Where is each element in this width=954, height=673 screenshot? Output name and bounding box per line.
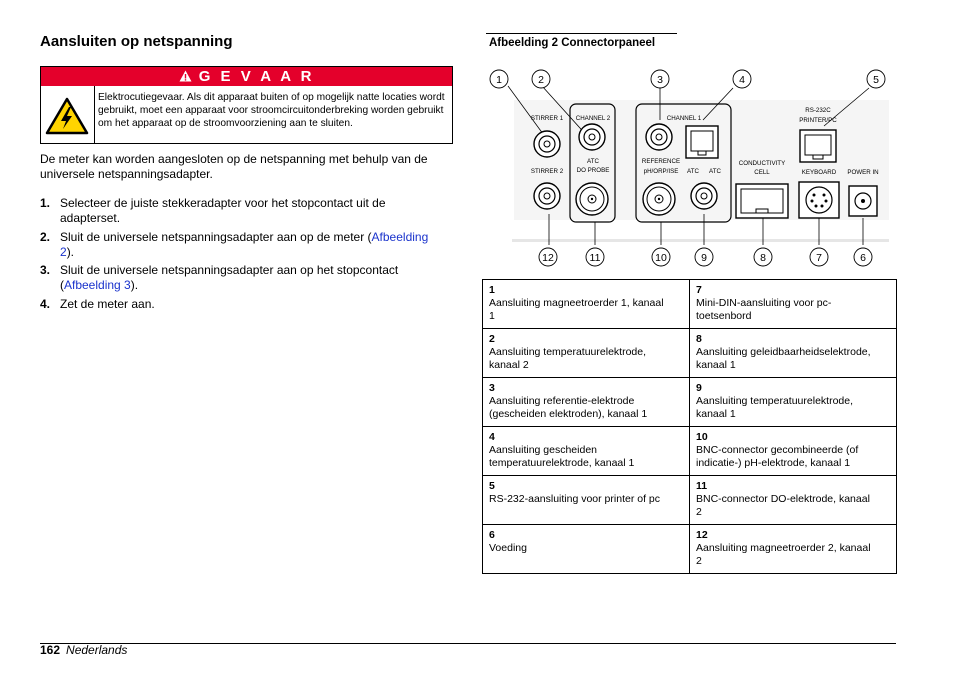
footer-language: Nederlands	[66, 643, 128, 657]
label-keyboard: KEYBOARD	[801, 169, 837, 176]
danger-header	[41, 67, 452, 86]
atc-channel-1-port	[691, 183, 717, 209]
callout-7	[810, 248, 828, 266]
label-atc-1: ATC	[687, 168, 699, 175]
svg-text:8: 8	[760, 252, 766, 264]
page-number: 162	[40, 643, 61, 657]
label-ph-orp-ise: pH/ORP/ISE	[643, 168, 679, 175]
callout-11	[586, 248, 604, 266]
intro-paragraph: De meter kan worden aangesloten op de netspanning met behulp van de universele netspanningsadapter.	[40, 152, 428, 181]
table-row	[483, 427, 897, 476]
ph-bnc-port	[643, 183, 675, 215]
svg-text:4: 4	[739, 74, 745, 86]
callout-1	[490, 70, 508, 88]
legend-cell: 1Aansluiting magneetroerder 1, kanaal 1	[483, 280, 690, 329]
label-channel-2: CHANNEL 2	[575, 115, 611, 122]
legend-cell: 12Aansluiting magneetroerder 2, kanaal 2	[690, 525, 897, 574]
figure-rule	[486, 33, 677, 34]
reference-port	[646, 124, 672, 150]
step-number: 3.	[40, 263, 51, 277]
svg-text:1: 1	[496, 74, 502, 86]
danger-notice	[40, 66, 453, 144]
connector-panel-diagram	[486, 64, 897, 270]
table-row	[483, 329, 897, 378]
legend-cell: 4Aansluiting gescheiden temperatuurelektrode, kanaal 1	[483, 427, 690, 476]
label-cell: CELL	[754, 169, 770, 176]
callout-9	[695, 248, 713, 266]
legend-cell: 8Aansluiting geleidbaarheidselektrode, kanaal 1	[690, 329, 897, 378]
channel-1-temperature-jack	[686, 126, 718, 158]
label-atc-2: ATC	[709, 168, 721, 175]
callout-12	[539, 248, 557, 266]
table-row	[483, 280, 897, 329]
label-reference: REFERENCE	[641, 158, 681, 165]
footer-rule	[40, 643, 896, 644]
conductivity-cell-port	[736, 184, 788, 218]
svg-text:2: 2	[538, 74, 544, 86]
label-stirrer-1: STIRRER 1	[530, 115, 564, 122]
keyboard-mini-din-port	[799, 182, 839, 218]
atc-channel-2-port	[579, 124, 605, 150]
table-row	[483, 525, 897, 574]
legend-cell: 6Voeding	[483, 525, 690, 574]
do-probe-bnc-port	[576, 183, 608, 215]
step-text: Sluit de universele netspanningsadapter aan op de meter (Afbeelding 2).	[60, 230, 429, 259]
label-channel-1: CHANNEL 1	[666, 115, 702, 122]
figure-link[interactable]: Afbeelding 2	[60, 230, 429, 259]
legend-cell: 2Aansluiting temperatuurelektrode, kanaal 2	[483, 329, 690, 378]
callout-3	[651, 70, 669, 88]
danger-label: G E V A A R	[198, 68, 315, 85]
step-number: 1.	[40, 196, 51, 210]
callout-8	[754, 248, 772, 266]
danger-icon-cell	[41, 86, 95, 143]
label-do-probe: DO PROBE	[576, 167, 610, 174]
electrical-hazard-icon	[45, 97, 89, 135]
power-in-port	[849, 186, 877, 216]
label-conductivity: CONDUCTIVITY	[738, 160, 786, 167]
step-text: Selecteer de juiste stekkeradapter voor het stopcontact uit de adapterset.	[60, 196, 386, 225]
svg-text:9: 9	[701, 252, 707, 264]
section-heading: Aansluiten op netspanning	[40, 33, 233, 50]
label-printer-pc: PRINTER/PC	[799, 117, 837, 124]
label-power-in: POWER IN	[847, 169, 879, 176]
callout-10	[652, 248, 670, 266]
label-atc: ATC	[587, 158, 599, 165]
legend-cell: 9Aansluiting temperatuurelektrode, kanaal 1	[690, 378, 897, 427]
danger-text: Elektrocutiegevaar. Als dit apparaat buiten of op mogelijk natte locaties wordt gebruikt, moet een apparaat voor stroomcircuitonderbreking worden gebruikt om het apparaat op de stroomvoorziening aan te sluiten.	[98, 92, 445, 129]
legend-table	[482, 279, 897, 574]
panel-base	[512, 239, 889, 242]
step-number: 2.	[40, 230, 51, 244]
callout-6	[854, 248, 872, 266]
page-footer	[40, 643, 127, 657]
svg-text:10: 10	[655, 252, 667, 264]
table-row	[483, 378, 897, 427]
svg-text:7: 7	[816, 252, 822, 264]
figure-link[interactable]: Afbeelding 3	[64, 278, 131, 292]
figure-caption: Afbeelding 2 Connectorpaneel	[489, 37, 656, 49]
svg-text:5: 5	[873, 74, 879, 86]
callout-2	[532, 70, 550, 88]
legend-cell: 7Mini-DIN-aansluiting voor pc-toetsenbord	[690, 280, 897, 329]
svg-text:11: 11	[589, 252, 601, 264]
callout-5	[867, 70, 885, 88]
legend-cell: 11BNC-connector DO-elektrode, kanaal 2	[690, 476, 897, 525]
rs232-printer-port	[800, 130, 836, 162]
legend-cell: 3Aansluiting referentie-elektrode (gescheiden elektroden), kanaal 1	[483, 378, 690, 427]
step-text: Zet de meter aan.	[60, 297, 155, 311]
warning-triangle-icon	[179, 68, 199, 85]
step-number: 4.	[40, 297, 51, 311]
legend-cell: 10BNC-connector gecombineerde (of indicatie-) pH-elektrode, kanaal 1	[690, 427, 897, 476]
callout-4	[733, 70, 751, 88]
svg-text:6: 6	[860, 252, 866, 264]
stirrer-1-port	[534, 131, 560, 157]
step-text: Sluit de universele netspanningsadapter aan op het stopcontact (Afbeelding 3).	[60, 263, 399, 292]
table-row	[483, 476, 897, 525]
legend-cell: 5RS-232-aansluiting voor printer of pc	[483, 476, 690, 525]
svg-text:3: 3	[657, 74, 663, 86]
label-rs232c: RS-232C	[805, 107, 831, 114]
svg-text:12: 12	[542, 252, 554, 264]
label-stirrer-2: STIRRER 2	[530, 168, 564, 175]
stirrer-2-port	[534, 183, 560, 209]
